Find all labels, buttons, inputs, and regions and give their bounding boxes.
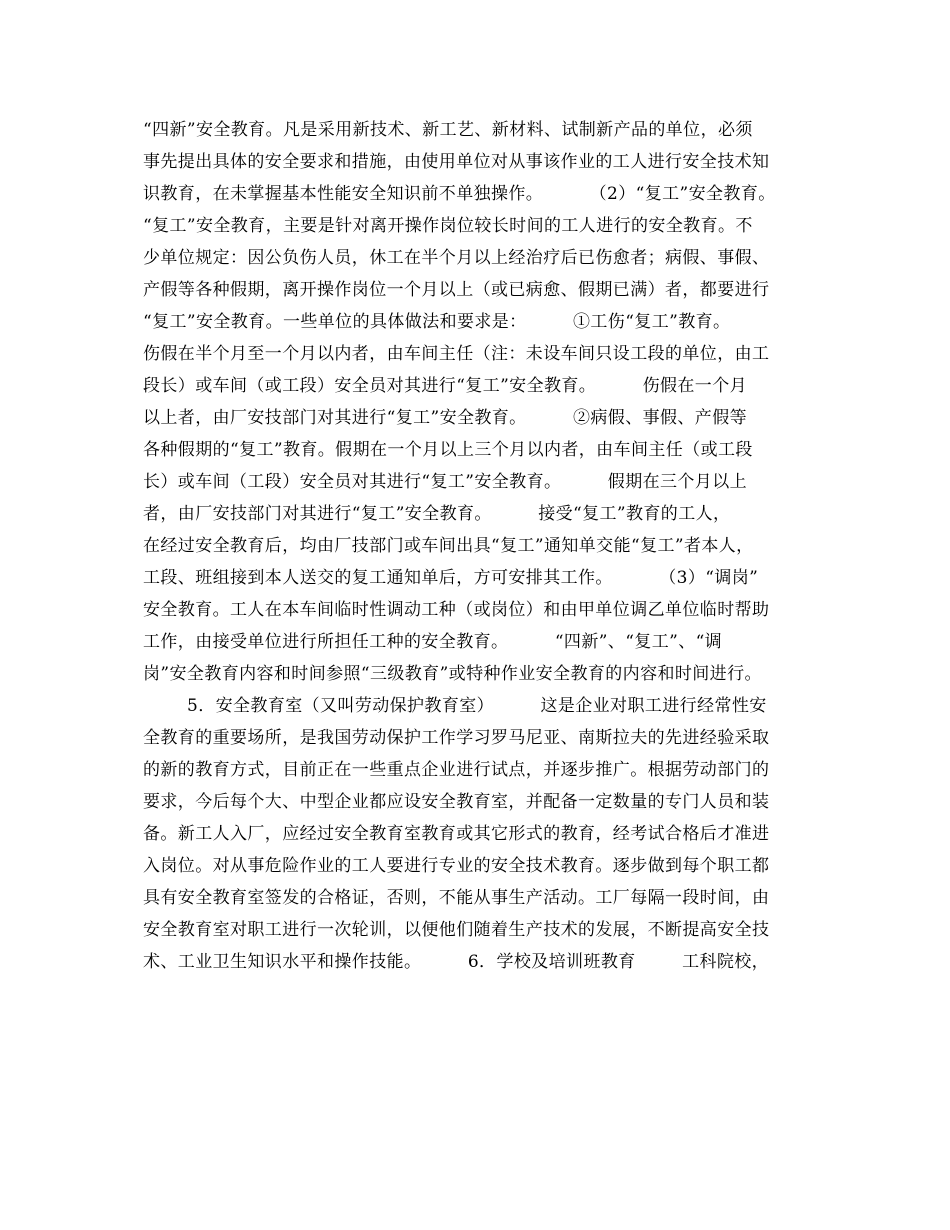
- text-line: 各种假期的“复工”教育。假期在一个月以上三个月以内者，由车间主任（或工段: [143, 440, 753, 460]
- text-line: 工作，由接受单位进行所担任工种的安全教育。 “四新”、“复工”、“调: [143, 632, 723, 652]
- text-line: 以上者，由厂安技部门对其进行“复工”安全教育。 ②病假、事假、产假等: [143, 408, 748, 428]
- text-line: 入岗位。对从事危险作业的工人要进行专业的安全技术教育。逐步做到每个职工都: [143, 856, 770, 876]
- text-line: 长）或车间（工段）安全员对其进行“复工”安全教育。 假期在三个月以上: [143, 472, 748, 492]
- text-line: 事先提出具体的安全要求和措施，由使用单位对从事该作业的工人进行安全技术知: [143, 152, 770, 172]
- text-line: 产假等各种假期，离开操作岗位一个月以上（或已病愈、假期已满）者，都要进行: [143, 280, 770, 300]
- text-line: 在经过安全教育后，均由厂技部门或车间出具“复工”通知单交能“复工”者本人，: [143, 536, 754, 556]
- text-line: 岗”安全教育内容和时间参照“三级教育”或特种作业安全教育的内容和时间进行。: [143, 664, 762, 684]
- document-body: [143, 114, 823, 978]
- text-line: “复工”安全教育。一些单位的具体做法和要求是： ①工伤“复工”教育。: [143, 312, 731, 332]
- text-line: 少单位规定：因公负伤人员，休工在半个月以上经治疗后已伤愈者；病假、事假、: [143, 248, 770, 268]
- text-line: 具有安全教育室签发的合格证，否则，不能从事生产活动。工厂每隔一段时间，由: [143, 888, 770, 908]
- text-line: 安全教育。工人在本车间临时性调动工种（或岗位）和由甲单位调乙单位临时帮助: [143, 600, 770, 620]
- text-line: 者，由厂安技部门对其进行“复工”安全教育。 接受“复工”教育的工人，: [143, 504, 731, 524]
- text-line: 伤假在半个月至一个月以内者，由车间主任（注：未设车间只设工段的单位，由工: [143, 344, 770, 364]
- text-line: 备。新工人入厂，应经过安全教育室教育或其它形式的教育，经考试合格后才准进: [143, 824, 770, 844]
- text-line: 全教育的重要场所，是我国劳动保护工作学习罗马尼亚、南斯拉夫的先进经验采取: [143, 728, 770, 748]
- text-line: “四新”安全教育。凡是采用新技术、新工艺、新材料、试制新产品的单位，必须: [143, 120, 753, 140]
- text-line: 工段、班组接到本人送交的复工通知单后，方可安排其工作。 （3）“调岗”: [143, 568, 759, 588]
- section-heading-line: 5．安全教育室（又叫劳动保护教育室） 这是企业对职工进行经常性安: [187, 696, 767, 716]
- text-line: 术、工业卫生知识水平和操作技能。 6．学校及培训班教育 工科院校，: [143, 952, 770, 972]
- text-line: 要求，今后每个大、中型企业都应设安全教育室，并配备一定数量的专门人员和装: [143, 792, 770, 812]
- text-line: 段长）或车间（或工段）安全员对其进行“复工”安全教育。 伤假在一个月: [143, 376, 748, 396]
- text-line: 识教育，在未掌握基本性能安全知识前不单独操作。 （2）“复工”安全教育。: [143, 184, 776, 204]
- text-line: 的新的教育方式，目前正在一些重点企业进行试点，并逐步推广。根据劳动部门的: [143, 760, 770, 780]
- text-line: 安全教育室对职工进行一次轮训，以便他们随着生产技术的发展，不断提高安全技: [143, 920, 770, 940]
- text-line: “复工”安全教育，主要是针对离开操作岗位较长时间的工人进行的安全教育。不: [143, 216, 753, 236]
